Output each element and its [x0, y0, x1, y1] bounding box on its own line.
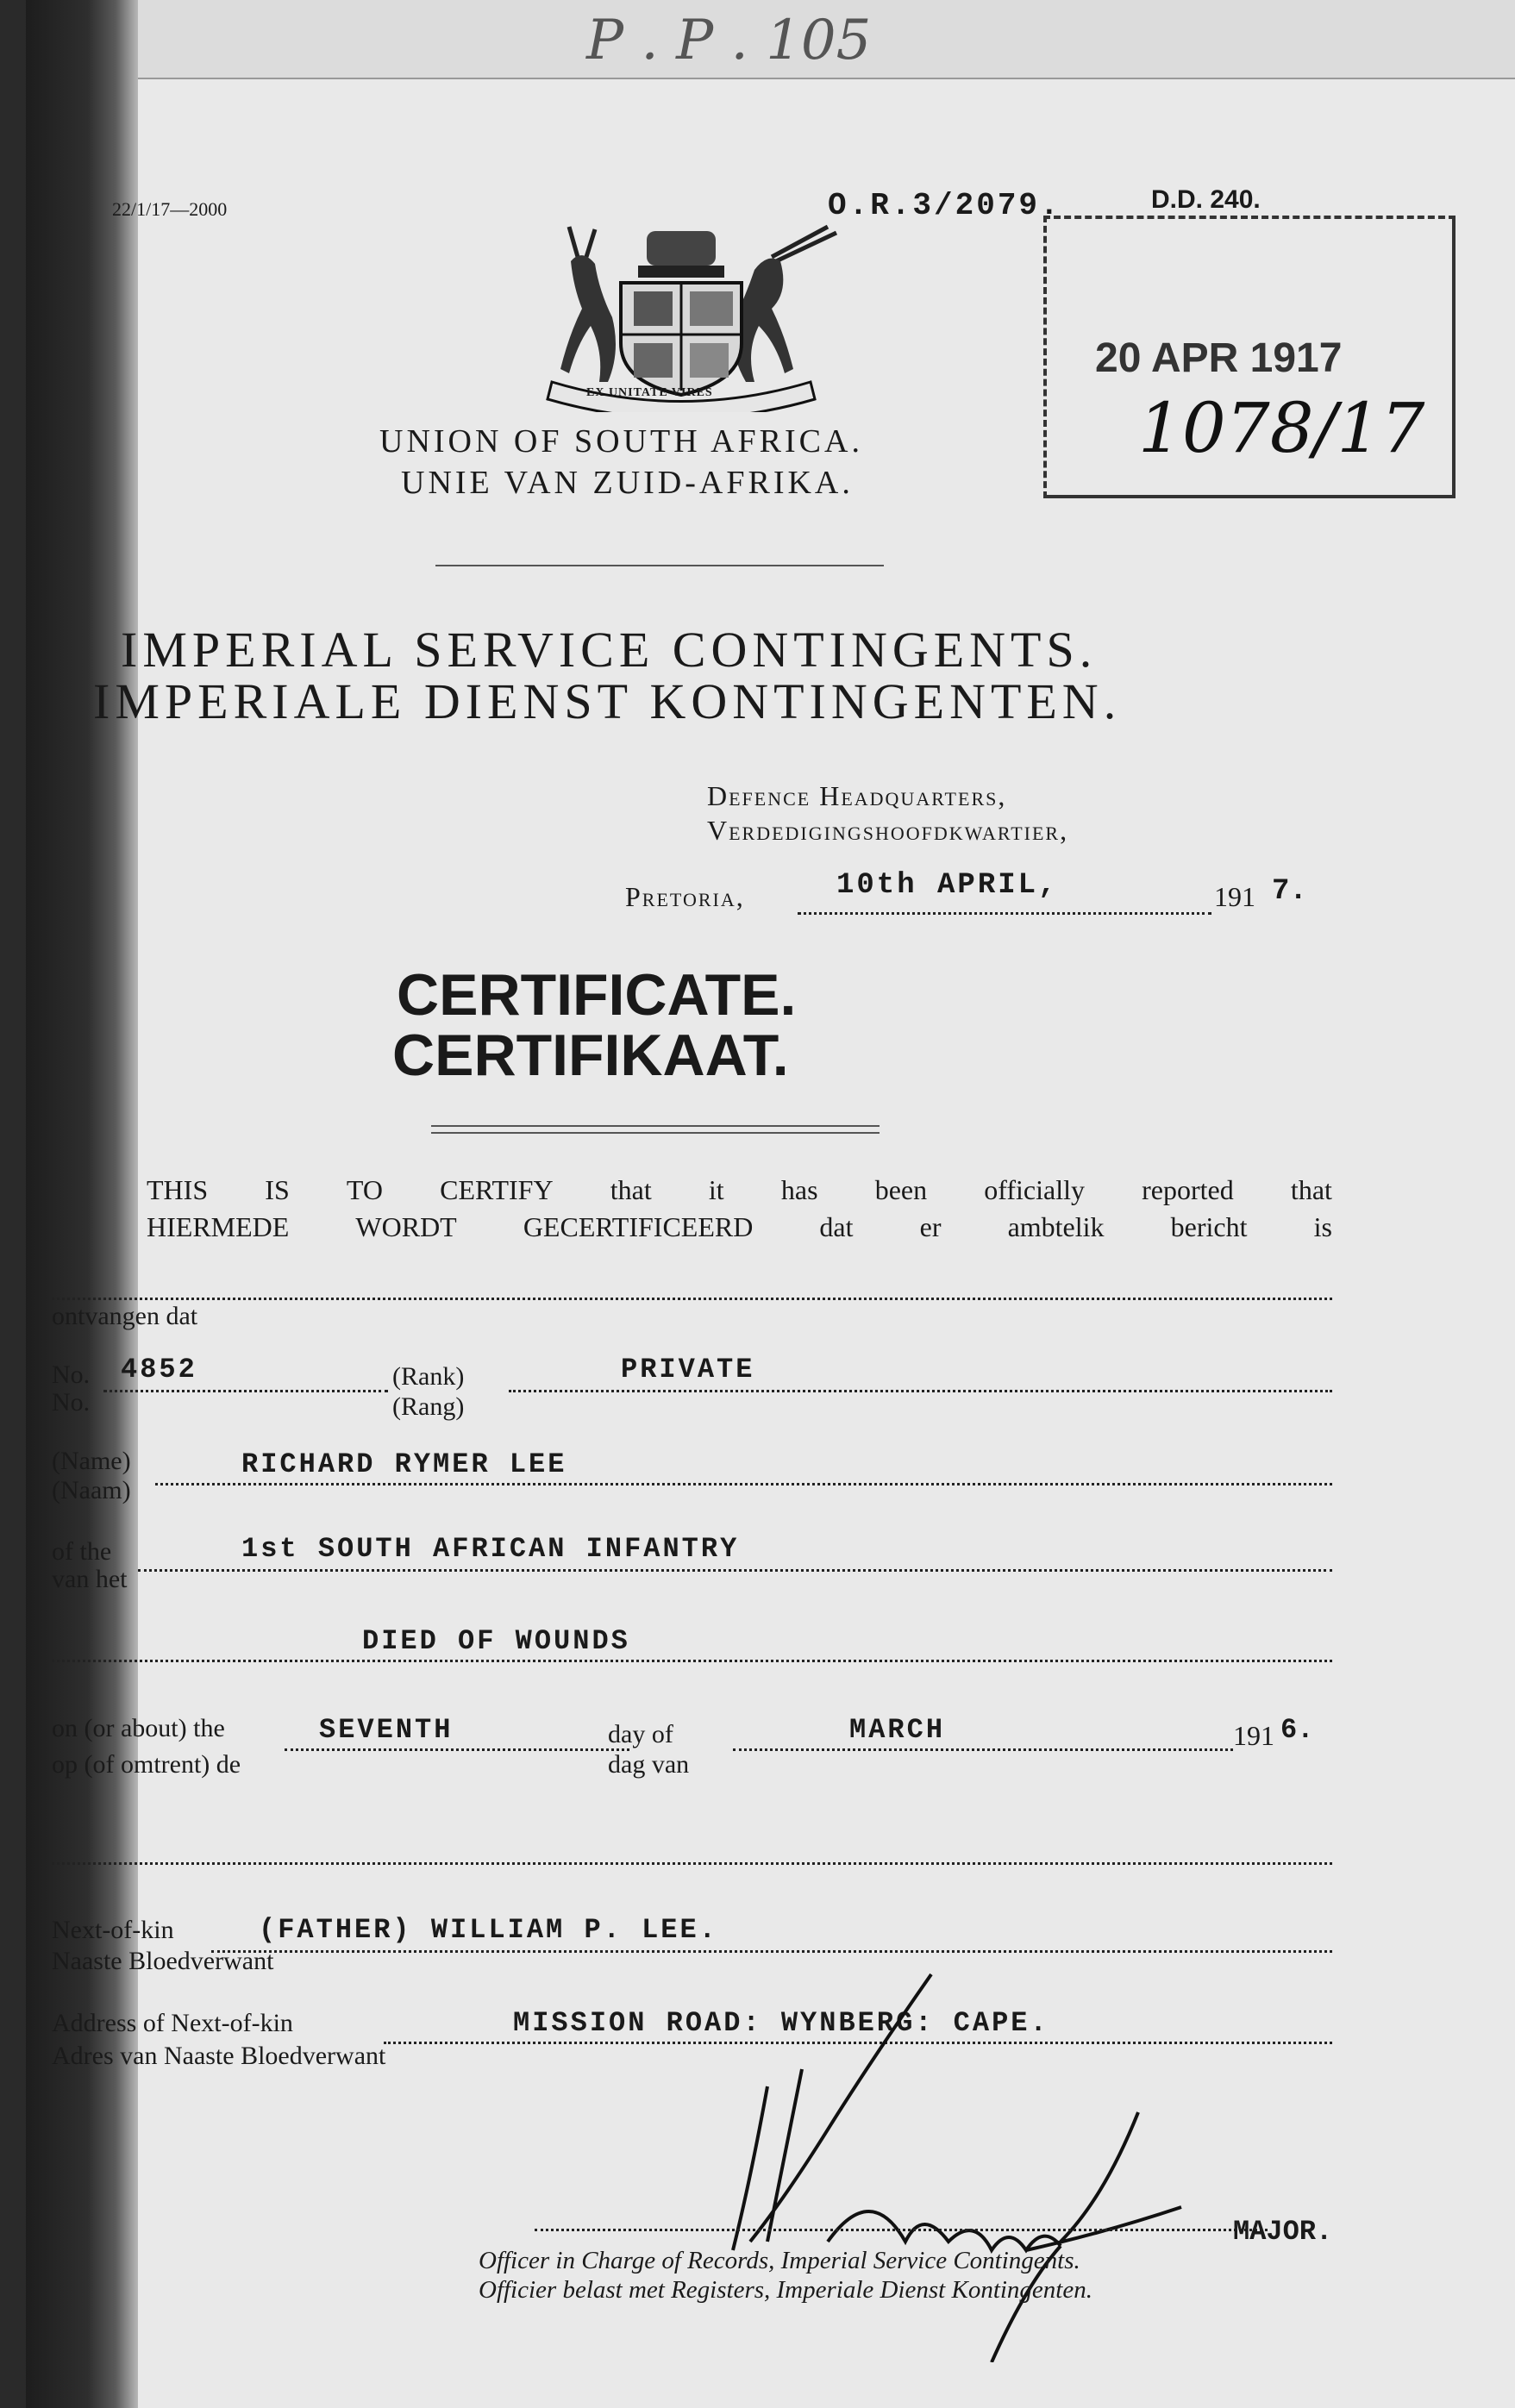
no-label-en: No.: [52, 1360, 91, 1389]
stamp-number: 1078/17: [1138, 388, 1425, 468]
certify-word: GECERTIFICEERD: [523, 1211, 754, 1242]
service-title-af: IMPERIALE DIENST KONTINGENTEN.: [93, 673, 1122, 729]
certify-word: er: [919, 1211, 942, 1242]
issue-year-prefix: 191: [1214, 881, 1255, 912]
certify-word: CERTIFY: [440, 1174, 554, 1205]
unit-label-af: van het: [52, 1565, 128, 1593]
certify-word: has: [780, 1174, 818, 1205]
certify-word: bericht: [1170, 1211, 1248, 1242]
hq-en: Defence Headquarters,: [707, 780, 1007, 811]
certificate-title-en: CERTIFICATE.: [397, 962, 797, 1028]
officer-title-af: Officier belast met Registers, Imperiale Dienst Kontingenten.: [479, 2276, 1092, 2304]
no-label-af: No.: [52, 1388, 91, 1417]
death-year-prefix: 191: [1233, 1720, 1274, 1751]
issue-year-digit: 7.: [1272, 875, 1307, 908]
name-label-af: (Naam): [52, 1476, 131, 1504]
nok-label-en: Next-of-kin: [52, 1916, 174, 1944]
signature-rank: MAJOR.: [1233, 2216, 1333, 2248]
country-en: UNION OF SOUTH AFRICA.: [379, 423, 863, 460]
certify-word: that: [610, 1174, 652, 1205]
rank-label-af: (Rang): [392, 1392, 465, 1421]
date-label-af: op (of omtrent) de: [52, 1750, 241, 1779]
address-value: MISSION ROAD: WYNBERG: CAPE.: [513, 2007, 1049, 2039]
rank-value: PRIVATE: [621, 1354, 755, 1385]
certify-word: is: [1313, 1211, 1332, 1242]
status-value: DIED OF WOUNDS: [362, 1625, 630, 1657]
issue-date: 10th APRIL,: [836, 869, 1059, 902]
certify-word: officially: [984, 1174, 1085, 1205]
death-day: SEVENTH: [319, 1714, 454, 1746]
country-af: UNIE VAN ZUID-AFRIKA.: [401, 465, 854, 501]
death-year-digit: 6.: [1280, 1714, 1314, 1746]
unit-label-en: of the: [52, 1537, 112, 1566]
address-label-af: Adres van Naaste Bloedverwant: [52, 2042, 386, 2070]
top-page-edge: [112, 0, 1515, 79]
stamp-date: 20 APR 1917: [1095, 335, 1343, 381]
certify-line3-label: ontvangen dat: [52, 1302, 198, 1330]
certify-word: THIS: [147, 1174, 209, 1205]
date-label-en: on (or about) the: [52, 1714, 225, 1742]
certify-word: WORDT: [355, 1211, 457, 1242]
certify-word: it: [708, 1174, 724, 1205]
death-month: MARCH: [849, 1714, 946, 1746]
document-page: [26, 0, 1515, 2408]
certify-word: HIERMEDE: [147, 1211, 290, 1242]
certify-word: dat: [819, 1211, 854, 1242]
dayof-af: dag van: [608, 1750, 690, 1779]
handwritten-top-annotation: P . P . 105: [586, 9, 872, 72]
certify-word: been: [874, 1174, 928, 1205]
certify-word: IS: [265, 1174, 290, 1205]
name-value: RICHARD RYMER LEE: [241, 1448, 567, 1480]
coat-of-arms-emblem: [517, 222, 845, 412]
nok-value: (FATHER) WILLIAM P. LEE.: [259, 1914, 718, 1946]
rank-label-en: (Rank): [392, 1362, 465, 1391]
hq-af: Verdedigingshoofdkwartier,: [707, 815, 1069, 846]
officer-title-en: Officer in Charge of Records, Imperial Service Contingents.: [479, 2247, 1080, 2274]
certify-line-en: [147, 1174, 1332, 1206]
service-title-en: IMPERIAL SERVICE CONTINGENTS.: [121, 622, 1098, 678]
print-code: 22/1/17—2000: [112, 198, 228, 220]
service-number: 4852: [121, 1354, 197, 1385]
address-label-en: Address of Next-of-kin: [52, 2009, 293, 2037]
name-label-en: (Name): [52, 1447, 131, 1475]
certify-line-af: [147, 1211, 1332, 1243]
certify-word: ambtelik: [1007, 1211, 1105, 1242]
certify-word: reported: [1142, 1174, 1234, 1205]
ref-number: O.R.3/2079.: [828, 188, 1061, 223]
place-label: Pretoria,: [625, 881, 745, 912]
certify-word: TO: [346, 1174, 383, 1205]
form-code: D.D. 240.: [1151, 185, 1261, 214]
dayof-en: day of: [608, 1720, 673, 1748]
nok-label-af: Naaste Bloedverwant: [52, 1947, 274, 1975]
emblem-motto: EX UNITATE VIRES: [586, 386, 713, 399]
certify-word: that: [1290, 1174, 1332, 1205]
certificate-title-af: CERTIFIKAAT.: [392, 1023, 789, 1088]
unit-value: 1st SOUTH AFRICAN INFANTRY: [241, 1533, 740, 1565]
divider: [435, 565, 884, 566]
